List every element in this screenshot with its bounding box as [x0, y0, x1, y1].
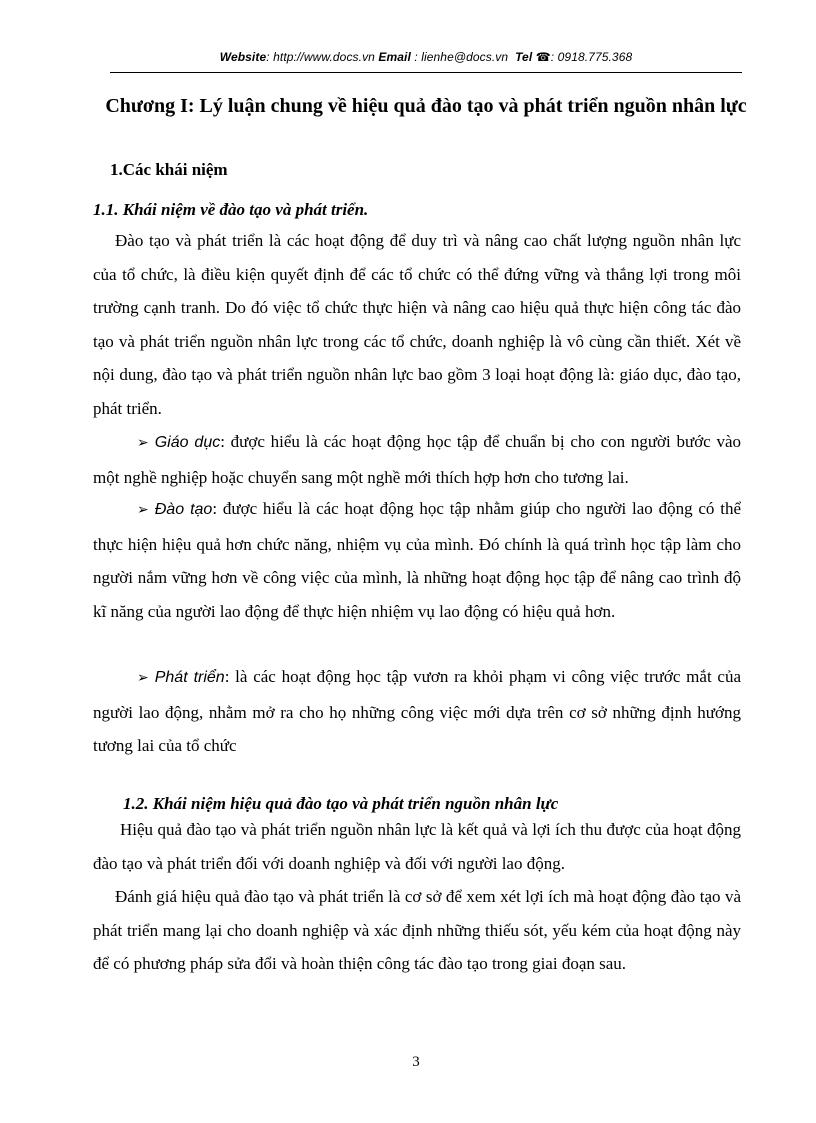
tel-number: 0918.775.368	[557, 50, 633, 64]
email-separator: :	[410, 50, 422, 64]
bullet-term: Giáo dục	[154, 434, 221, 451]
website-url[interactable]: http://www.docs.vn	[273, 50, 375, 64]
tel-separator: :	[550, 50, 558, 64]
website-separator: :	[266, 50, 274, 64]
bullet-text: : là các hoạt động học tập vươn ra khỏi phạm vi công việc trước mắt của người lao động, nhằm mở ra cho họ những công việc mới dựa trên cơ sở những định hướng tương lai của tổ chức	[93, 667, 741, 755]
paragraph-training-definition: Đào tạo và phát triển là các hoạt động để duy trì và nâng cao chất lượng nguồn nhân lực của tổ chức, là điều kiện quyết định để các tổ chức có thể đứng vững và thắng lợi trong môi trường cạnh tranh. Do đó việc tổ chức thực hiện và nâng cao hiệu quả thực hiện công tác đào tạo và phát triển nguồn nhân lực trong các tổ chức, doanh nghiệp là vô cùng cần thiết. Xét về nội dung, đào tạo và phát triển nguồn nhân lực bao gồm 3 loại hoạt động là: giáo dục, đào tạo, phát triển.	[93, 231, 741, 418]
subheading-1-1: 1.1. Khái niệm về đào tạo và phát triển.	[93, 200, 369, 219]
phone-icon: ☎	[535, 50, 551, 64]
bullet-term: Đào tạo	[154, 501, 213, 518]
subheading-1-2: 1.2. Khái niệm hiệu quả đào tạo và phát triển nguồn nhân lực	[123, 794, 559, 813]
section-heading: 1.Các khái niệm	[110, 160, 228, 179]
page-number: 3	[412, 1054, 420, 1070]
arrow-bullet-icon: ➢	[137, 670, 149, 686]
email-label: Email	[378, 50, 411, 64]
bullet-item-development	[93, 660, 741, 763]
header-divider	[110, 72, 742, 73]
tel-label: Tel	[515, 50, 533, 64]
email-address[interactable]: lienhe@docs.vn	[421, 50, 509, 64]
page-header	[110, 50, 742, 64]
bullet-item-education	[93, 425, 741, 494]
bullet-item-training	[93, 492, 741, 628]
paragraph-effectiveness-definition: Hiệu quả đào tạo và phát triển nguồn nhân lực là kết quả và lợi ích thu được của hoạt động đào tạo và phát triển đối với doanh nghiệp và đối với người lao động.	[93, 820, 741, 873]
website-label: Website	[219, 50, 267, 64]
bullet-text: : được hiểu là các hoạt động học tập để chuẩn bị cho con người bước vào một nghề nghiệp hoặc chuyển sang một nghề mới thích hợp hơn cho tương lai.	[93, 432, 741, 487]
paragraph-effectiveness-evaluation: Đánh giá hiệu quả đào tạo và phát triển là cơ sở để xem xét lợi ích mà hoạt động đào tạo và phát triển mang lại cho doanh nghiệp và xác định những thiếu sót, yếu kém của hoạt động này để có phương pháp sửa đổi và hoàn thiện công tác đào tạo trong giai đoạn sau.	[93, 887, 741, 973]
arrow-bullet-icon: ➢	[137, 502, 149, 518]
bullet-term: Phát triển	[154, 669, 225, 686]
arrow-bullet-icon: ➢	[137, 435, 149, 451]
chapter-title: Chương I: Lý luận chung về hiệu quả đào tạo và phát triển nguồn nhân lực	[105, 95, 747, 117]
bullet-text: : được hiểu là các hoạt động học tập nhằm giúp cho người lao động có thể thực hiện hiệu quả hơn chức năng, nhiệm vụ của mình. Đó chính là quá trình học tập làm cho người nắm vững hơn về công việc của mình, là những hoạt động học tập để nâng cao trình độ kĩ năng của người lao động để thực hiện nhiệm vụ lao động có hiệu quả hơn.	[93, 499, 742, 621]
